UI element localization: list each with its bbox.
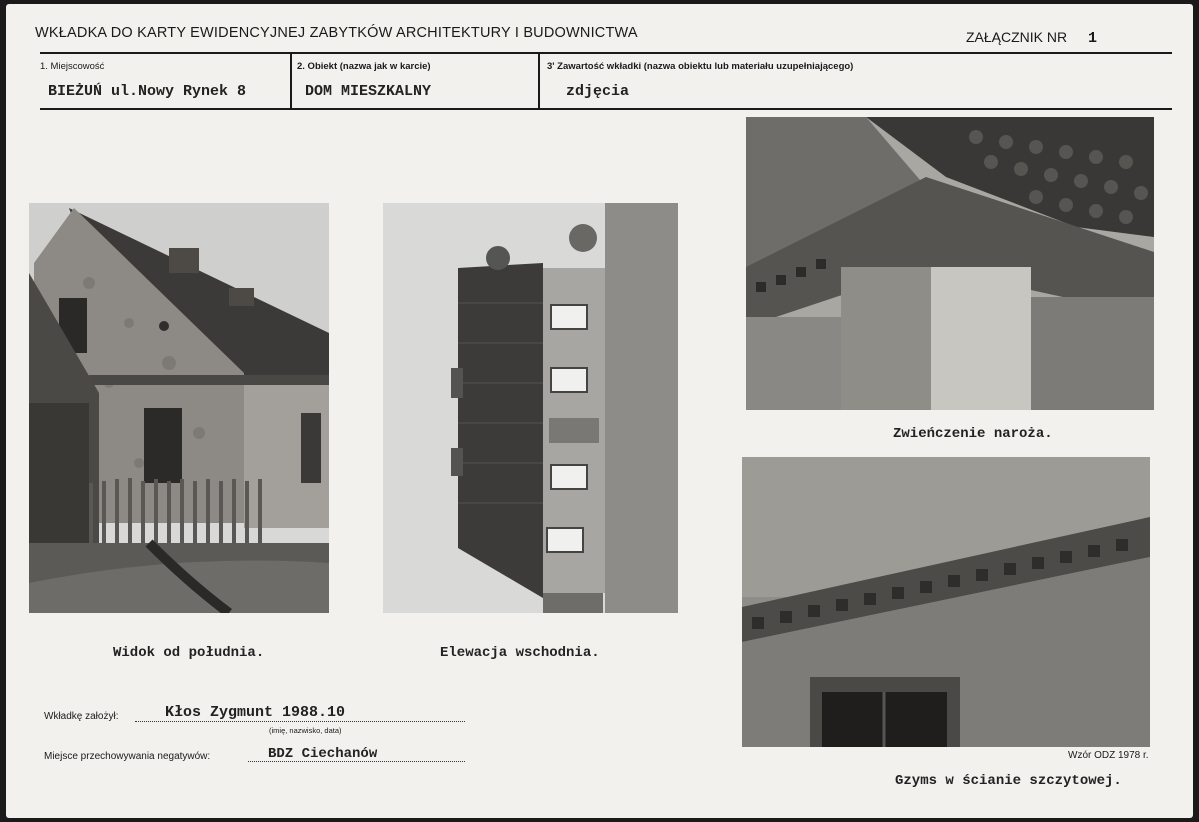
- storage-label: Miejsce przechowywania negatywów:: [44, 751, 211, 762]
- created-by-label: Wkładkę założył:: [44, 711, 119, 722]
- annex-number: 1: [1088, 30, 1098, 47]
- fields-rule: [40, 108, 1172, 110]
- locality-value: BIEŻUŃ ul.Nowy Rynek 8: [48, 83, 247, 100]
- field-divider-2: [538, 52, 540, 110]
- field-divider-1: [290, 52, 292, 110]
- storage-value: BDZ Ciechanów: [268, 746, 378, 762]
- object-label: 2. Obiekt (nazwa jak w karcie): [297, 61, 431, 72]
- annex-label: ZAŁĄCZNIK NR: [966, 29, 1068, 45]
- contents-value: zdjęcia: [566, 83, 630, 100]
- form-title: WKŁADKA DO KARTY EWIDENCYJNEJ ZABYTKÓW ARCHITEKTURY I BUDOWNICTWA: [35, 25, 638, 41]
- locality-label: 1. Miejscowość: [40, 61, 105, 72]
- caption-corner-crown: Zwieńczenie naroża.: [893, 426, 1053, 442]
- photo-gable-cornice: [742, 457, 1150, 747]
- header-rule: [40, 52, 1172, 54]
- photo-east-elevation: [383, 203, 678, 613]
- object-value: DOM MIESZKALNY: [305, 83, 432, 100]
- created-by-value: Kłos Zygmunt 1988.10: [165, 704, 346, 721]
- photo-south-view: [29, 203, 329, 613]
- photo-corner-crown: [746, 117, 1154, 410]
- contents-label: 3' Zawartość wkładki (nazwa obiektu lub materiału uzupełniającego): [547, 61, 854, 72]
- caption-gable-cornice: Gzyms w ścianie szczytowej.: [895, 773, 1122, 789]
- caption-south-view: Widok od południa.: [113, 645, 265, 661]
- created-by-hint: (imię, nazwisko, data): [269, 726, 342, 735]
- caption-east-elevation: Elewacja wschodnia.: [440, 645, 600, 661]
- created-by-line: [135, 721, 465, 722]
- template-note: Wzór ODZ 1978 r.: [1068, 750, 1149, 761]
